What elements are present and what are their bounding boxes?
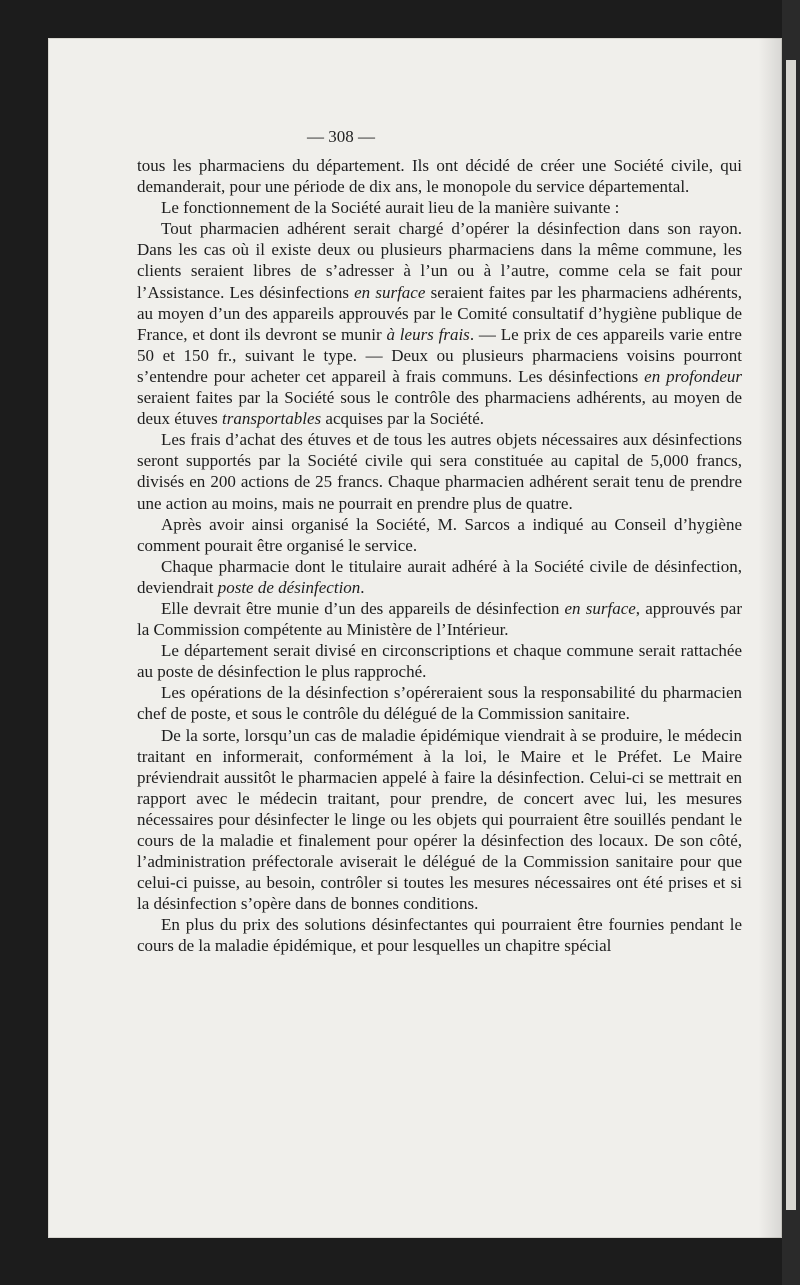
paragraph: De la sorte, lorsqu’un cas de maladie épidémique viendrait à se produire, le médecin traitant en informerait, conformément à la loi, le Maire et le Préfet. Le Maire préviendrait aussitôt le pharmacien appelé à faire la désinfection. Celui-ci se mettrait en rapport avec le médecin traitant, pour prendre, de concert avec lui, les mesures nécessaires pour désinfecter le linge ou les objets qui pourraient être souillés pendant le cours de la maladie et finalement pour opérer la désinfection des locaux. De son côté, l’administration préfectorale aviserait le délégué de la Commission sanitaire pour que celui-ci puisse, au besoin, contrôler si toutes les mesures nécessaires ont été prises et si la désinfection s’opère dans de bonnes conditions. (137, 725, 742, 914)
paragraph: Les frais d’achat des étuves et de tous les autres objets nécessaires aux désinfections seront supportés par la Société civile qui sera constituée au capital de 5,000 francs, divisés en 200 actions de 25 francs. Chaque pharmacien adhérent serait tenu de prendre une action au moins, mais ne pourrait en prendre plus de quatre. (137, 430, 742, 513)
paragraph: Après avoir ainsi organisé la Société, M. Sarcos a indiqué au Conseil d’hygiène comment pourait être organisé le service. (137, 514, 742, 555)
page-number-header: — 308 — (307, 127, 375, 146)
paragraph: Tout pharmacien adhérent serait chargé d’opérer la désinfection dans son rayon. Dans les cas où il existe deux ou plusieurs pharmaciens dans la même commune, les clients seraient libres de s’adresser à l’un ou à l’autre, comme cela se fait pour l’Assistance. Les désinfections en surface seraient faites par les pharmaciens adhérents, au moyen d’un des appareils approuvés par le Comité consultatif d’hygiène publique de France, et dont ils devront se munir à leurs frais. — Le prix de ces appareils varie entre 50 et 150 fr., suivant le type. — Deux ou plusieurs pharmaciens voisins pourront s’entendre pour acheter cet appareil à frais communs. Les désinfections en profondeur seraient faites par la Société sous le contrôle des pharmaciens adhérents, au moyen de deux étuves transportables acquises par la Société. (137, 219, 743, 429)
paragraph: Le département serait divisé en circonscriptions et chaque commune serait rattachée au poste de désinfection le plus rapproché. (137, 641, 742, 682)
paragraph: Le fonctionnement de la Société aurait lieu de la manière suivante : (161, 198, 620, 218)
paragraph: En plus du prix des solutions désinfectantes qui pourraient être fournies pendant le cours de la maladie épidémique, et pour lesquelles un chapitre spécial (137, 915, 742, 956)
adjacent-page-edge (782, 0, 800, 1285)
paragraph: Chaque pharmacie dont le titulaire aurait adhéré à la Société civile de désinfection, deviendrait poste de désinfection. (137, 556, 742, 597)
body-text (137, 155, 742, 957)
paragraph: Les opérations de la désinfection s’opéreraient sous la responsabilité du pharmacien chef de poste, et sous le contrôle du délégué de la Commission sanitaire. (137, 683, 742, 724)
paragraph: Elle devrait être munie d’un des appareils de désinfection en surface, approuvés par la Commission compétente au Ministère de l’Intérieur. (137, 598, 742, 640)
paragraph: tous les pharmaciens du département. Ils ont décidé de créer une Société civile, qui demanderait, pour une période de dix ans, le monopole du service départemental. (137, 156, 742, 197)
